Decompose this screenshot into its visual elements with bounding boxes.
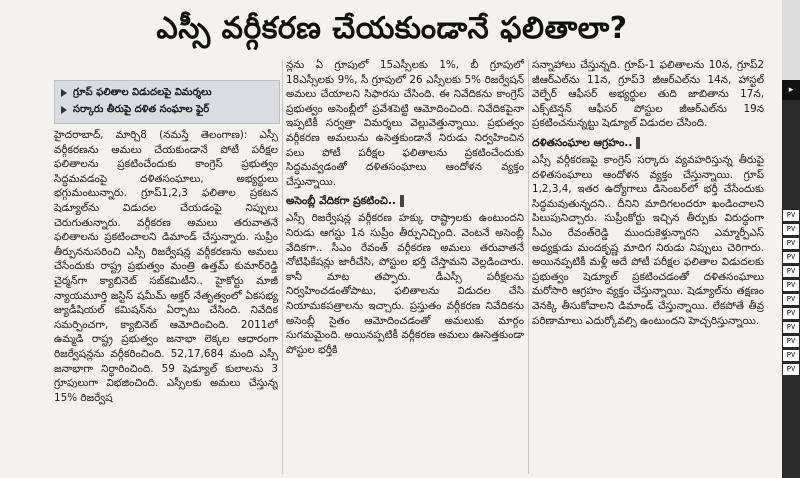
side-tag: PV xyxy=(783,336,799,347)
highlight-item xyxy=(61,101,273,118)
side-tag: PV xyxy=(783,210,799,221)
side-tag: PV xyxy=(783,294,799,305)
side-tag: PV xyxy=(783,350,799,361)
article-column-2 xyxy=(286,58,524,476)
adjacent-page-edge xyxy=(782,0,800,80)
column-divider xyxy=(528,60,529,474)
paragraph: ఎస్సీ రిజర్వేషన్ల వర్గీకరణ హక్కు రాష్ట్రాలకు ఉంటుందని నిరుడు ఆగస్టు 1న సుప్రీం తీర్పునిచ్చింది. వెంటనే అసెంబ్లీ వేదికగా.. సీఎం రేవంత్ వర్గీకరణ అమలు తరువాతనే నోటిఫికేషన్లు జారీచేసి, పోస్టుల భర్తీ చేస్తామని వెల్లడించారు. కానీ మాట తప్పారు. డీఎస్సీ పరీక్షలను నిర్వహించడంతోపాటు, ఫలితాలను విడుదల చేసి నియామకపత్రాలను ఇచ్చారు. ప్రస్తుతం వర్గీకరణ నివేదికను అసెంబ్లీ సైతం ఆమోదించడంతో అమలుకు మార్గం సుగమమైంది. అయినప్పటికీ వర్గీకరణ అమలు ఊసెత్తకుండా పోస్టుల భర్తీకి xyxy=(286,212,524,356)
column-divider xyxy=(282,60,283,474)
subheading-text: అసెంబ్లీ వేదికగా ప్రకటించి.. xyxy=(286,195,396,208)
side-tag: PV xyxy=(783,280,799,291)
subheading xyxy=(286,193,524,209)
paragraph: ఎస్సీ వర్గీకరణపై కాంగ్రెస్ సర్కారు వ్యవహరిస్తున్న తీరుపై దళితసంఘాలు ఆందోళన వ్యక్తం చేస్తున్నాయి. గ్రూప్ 1,2,3,4, ఇతర ఉద్యోగాలు డిసెంబర్‌లో భర్తీ చేసేందుకు సిద్ధమవుతున్నదని.. దీనిని మాదిగలందరూ ఖండించాలని పిలుపునిచ్చారు. సుప్రీంకోర్టు ఇచ్చిన తీర్పుకు విరుద్ధంగా సీఎం రేవంత్‌రెడ్డి ముందుకెళ్తున్నారని ఎమ్మార్పీఎస్ అధ్యక్షుడు మందకృష్ణ మాదిగ నిరుడు నిప్పులు చెరిగారు. అయినప్పటికీ మళ్లీ అదే పోటీ పరీక్షల ఫలితాల విడుదలకు ప్రభుత్వం షెడ్యూల్ ప్రకటించడంతో దళితసంఘాలు మరోసారి ఆగ్రహం వ్యక్తం చేస్తున్నాయి. షెడ్యూల్‌ను తక్షణం వెనక్కి తీసుకోవాలని డిమాండ్ చేస్తున్నాయి. లేకపోతే తీవ్ర పరిణామాలు ఎదుర్కోవల్సి ఉంటుందని హెచ్చరిస్తున్నాయి. xyxy=(532,153,764,327)
highlight-item xyxy=(61,84,273,101)
subheading-text: దళితసంఘాల ఆగ్రహం.. xyxy=(532,136,633,149)
strip-header-icon: ▸ xyxy=(782,80,800,100)
side-tag: PV xyxy=(783,252,799,263)
bullet-arrow-icon xyxy=(61,106,67,114)
headline: ఎస్సీ వర్గీకరణ చేయకుండానే ఫలితాలా? xyxy=(156,11,628,46)
highlight-text: గ్రూప్ ఫలితాల విడుదలపై విమర్శలు xyxy=(73,87,212,98)
side-tag: PV xyxy=(783,364,799,375)
article-column-3 xyxy=(532,58,764,476)
highlight-text: సర్కారు తీరుపై దళిత సంఘాల ఫైర్ xyxy=(73,104,210,115)
highlights-box xyxy=(54,80,280,124)
paragraph: న్లను ఏ గ్రూపులో 15ఎస్సీలకు 1%, బీ గ్రూపులో 18ఎస్సీలకు 9%, సీ గ్రూపులో 26 ఎస్సీలకు 5% రిజర్వేషన్ అమలు చేయాలని సిఫారసు చేసింది. ఈ నివేదికను కాంగ్రెస్ ప్రభుత్వం అసెంబ్లీలో ప్రవేశపెట్టి ఆమోదించింది. నివేదికపైనా ఇప్పటికీ సర్వత్రా విమర్శలు వెల్లువెత్తున్నాయి. ప్రభుత్వం వర్గీకరణ అమలును ఉసెత్తకుండానే నిరుడు నిర్వహించిన పలు పోటీ పరీక్షల ఫలితాలను ప్రకటించేందుకు సిద్ధమవ్వడంతో దళితసంఘాలు ఆందోళన వ్యక్తం చేస్తున్నాయి. xyxy=(286,59,524,188)
side-tag: PV xyxy=(783,308,799,319)
side-tag: PV xyxy=(783,238,799,249)
subheading-bar xyxy=(636,137,640,149)
paragraph: సన్నాహాలు చేస్తున్నది. గ్రూప్-1 ఫలితాలను 10న, గ్రూప్2 జీఆర్‌ఎల్‌ను 11న, గ్రూప్3 జీఆర్‌ఎల్‌ను 14న, హాస్టల్ వెల్ఫేర్ ఆఫీసర్ అభ్యర్థుల తుది జాబితాను 17న, ఎక్స్‌టెన్షన్ ఆఫీసర్ పోస్టుల జీఆర్‌ఎల్‌ను 19న ప్రకటించనున్నట్టు షెడ్యూల్ విడుదల చేసింది. xyxy=(532,59,764,130)
subheading xyxy=(532,135,764,151)
paragraph: హైదరాబాద్, మార్చి8 (నమస్తే తెలంగాణ): ఎస్సీ వర్గీకరణను అమలు చేయకుండానే పోటీ పరీక్షల ఫలితాలను ప్రకటించేందుకు కాంగ్రెస్ ప్రభుత్వం సిద్ధమవడంపై దళితసంఘాలు, అభ్యర్థులు భగ్గుమంటున్నారు. గ్రూప్1,2,3 ఫలితాల ప్రకటన షెడ్యూల్‌ను విడుదల చేయడంపై నిప్పులు చెరుగుతున్నారు. వర్గీకరణ అమలు తరువాతనే ఫలితాలను ప్రకటించాలని డిమాండ్ చేస్తున్నారు. సుప్రీం తీర్పుననుసరించి ఎస్సీ రిజర్వేషన్ల వర్గీకరణను అమలు చేసేందుకు రాష్ట్ర ప్రభుత్వం మంత్రి ఉత్తమ్ కుమార్‌రెడ్డి చైర్మన్‌గా క్యాబినెట్ సబ్‌కమిటీని.. హైకోర్టు మాజీ న్యాయమూర్తి జస్టిస్ షమీమ్ అక్తర్ నేతృత్వంలో ఏకసభ్య జ్యుడీషియల్ కమిషన్‌ను ఏర్పాటు చేసింది. నివేదిక సమర్పించగా, క్యాబినెట్ ఆమోదించింది. 2011లో ఉమ్మడి రాష్ట్ర ప్రభుత్వం జనాభా లెక్కల ఆధారంగా రిజర్వేషన్లను వర్గీకరించింది. 52,17,684 మంది ఎస్సీ జనాభాగా నిర్ధారించింది. 59 షెడ్యూల్ కులాలను 3 గ్రూపులుగా విభజించింది. ఎస్సీలకు అమలు చేస్తున్న 15% రిజర్వేష xyxy=(54,129,278,404)
bullet-arrow-icon xyxy=(61,89,67,97)
side-tag: PV xyxy=(783,322,799,333)
side-tag: PV xyxy=(783,224,799,235)
adjacent-article-strip xyxy=(782,80,800,478)
article-column-1 xyxy=(54,128,278,474)
side-tag: PV xyxy=(783,266,799,277)
subheading-bar xyxy=(400,195,404,207)
